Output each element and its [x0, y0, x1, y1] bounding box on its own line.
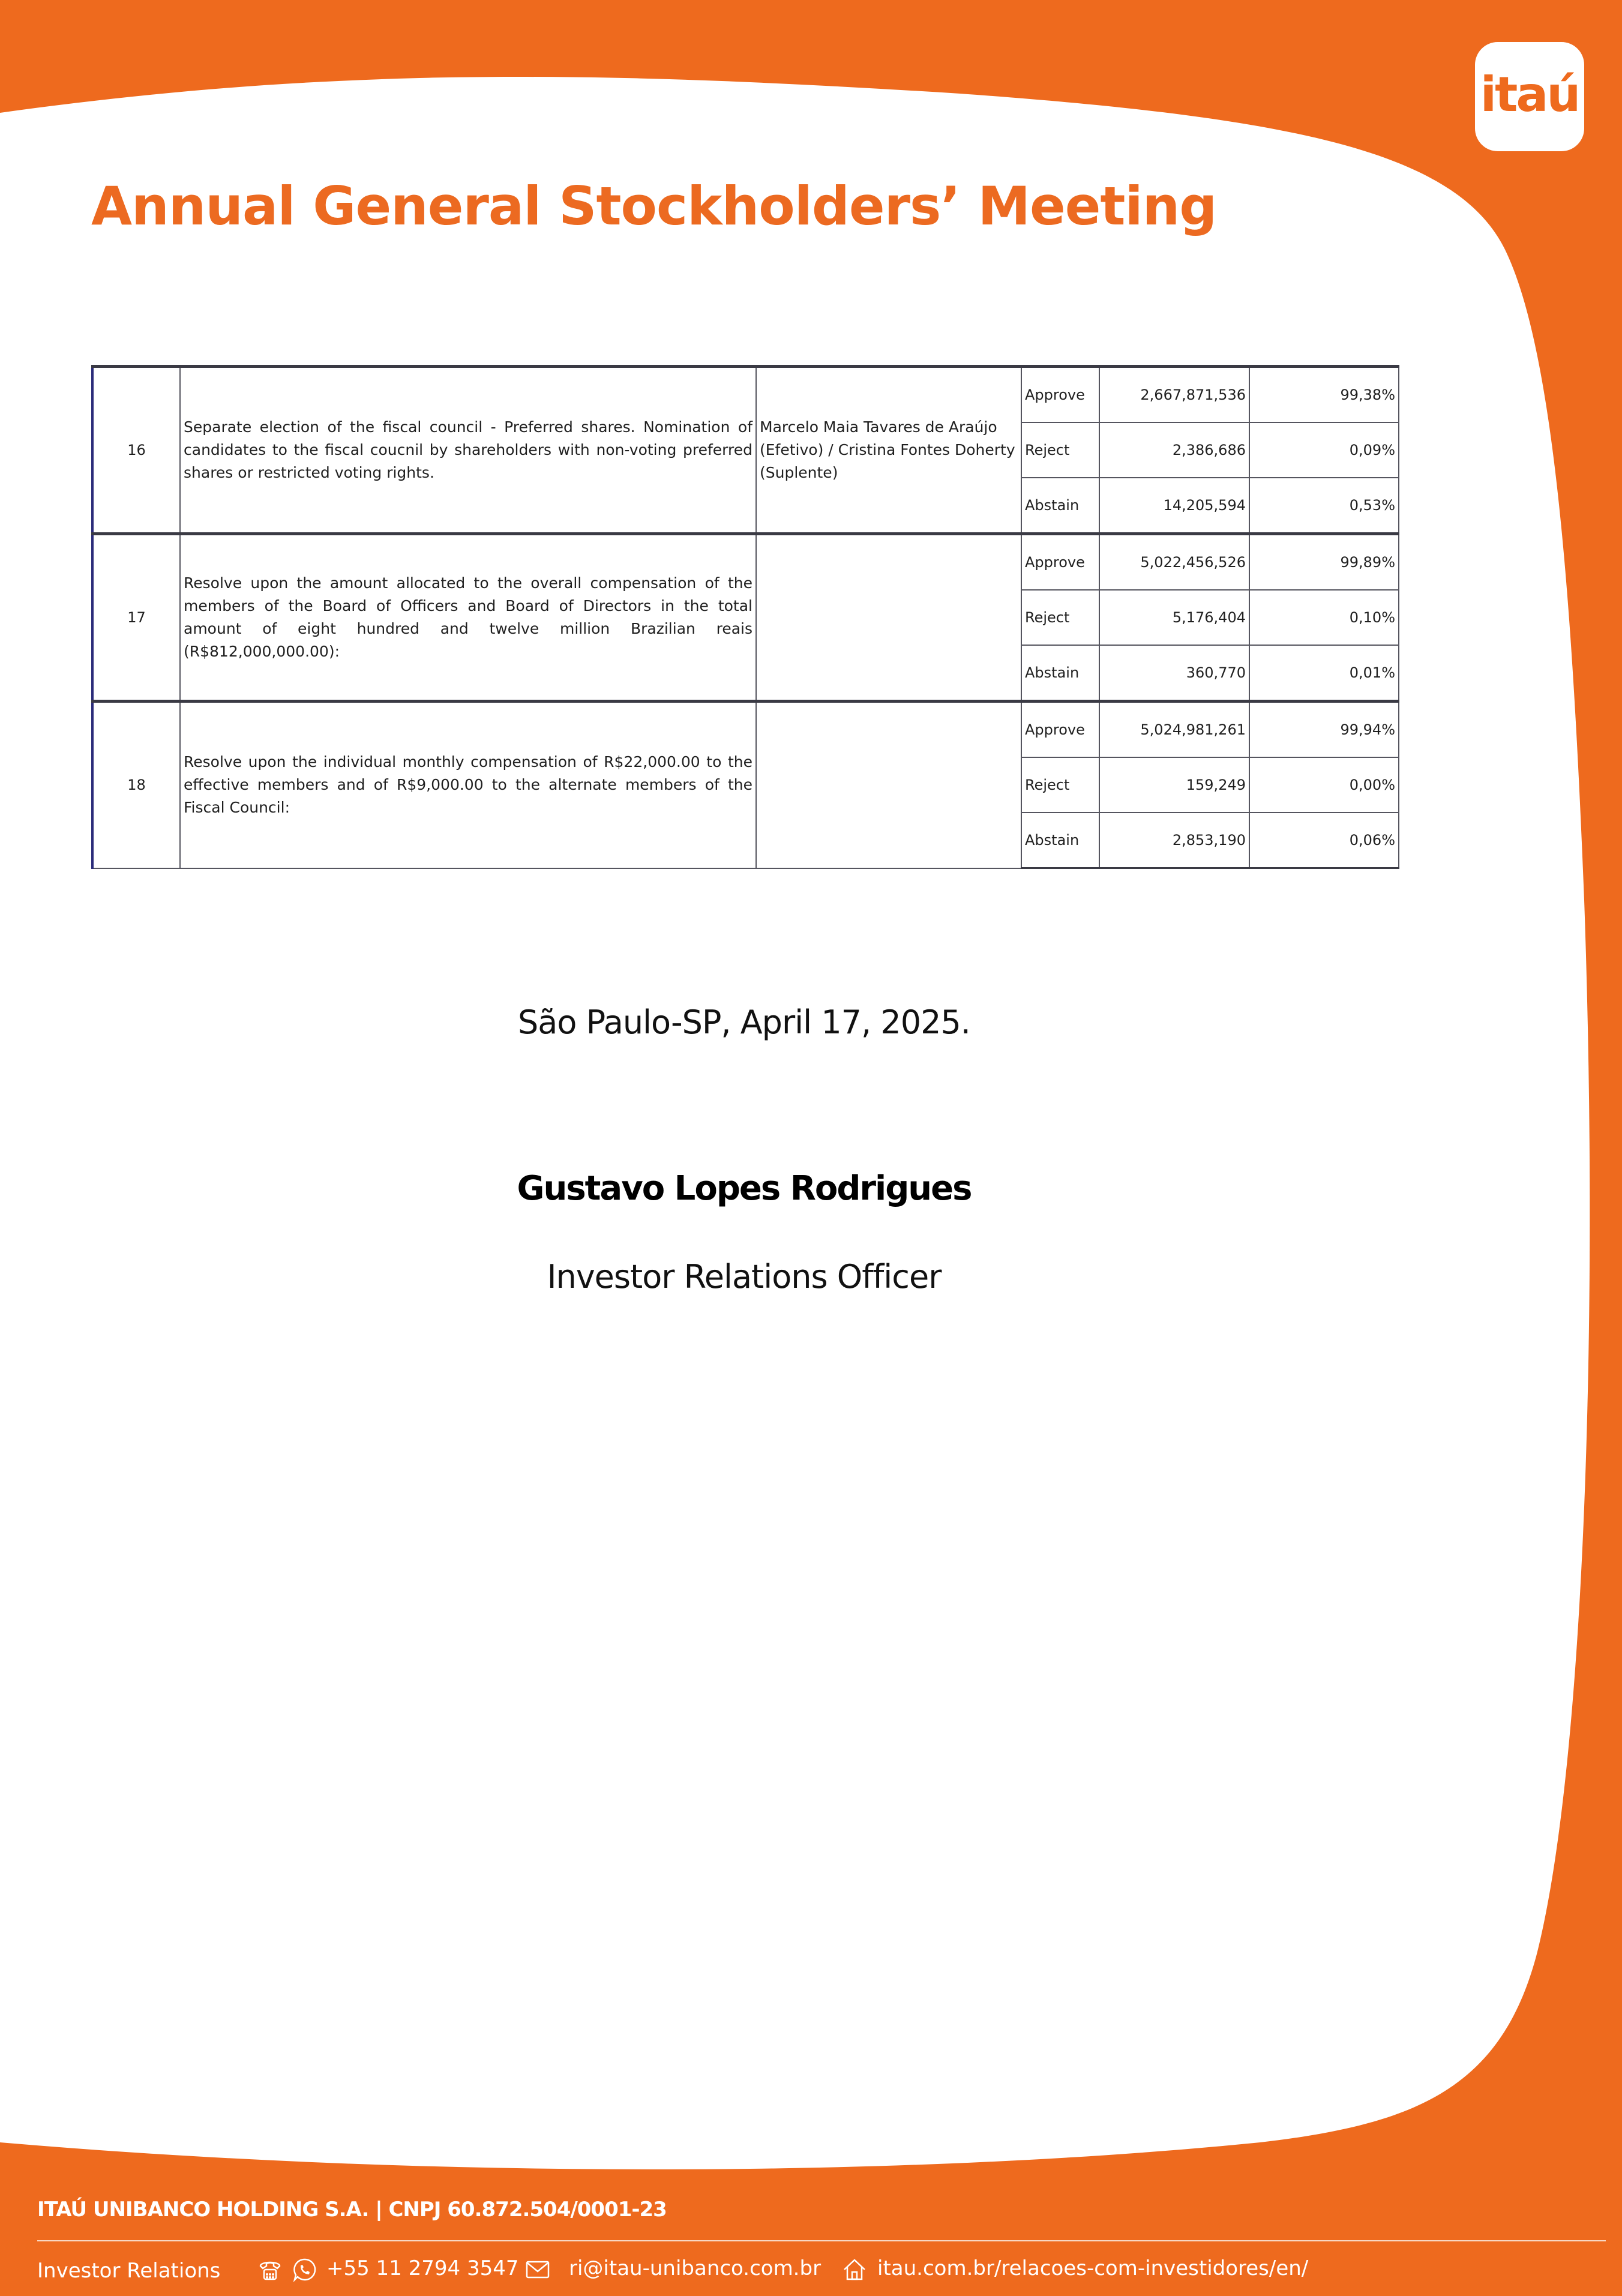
vote-option: Abstain — [1021, 645, 1099, 702]
vote-option: Reject — [1021, 757, 1099, 813]
mail-icon[interactable] — [524, 2256, 551, 2283]
signer-role: Investor Relations Officer — [547, 1258, 942, 1296]
vote-count: 14,205,594 — [1099, 478, 1249, 534]
vote-row — [92, 702, 1399, 758]
vote-count: 360,770 — [1099, 645, 1249, 702]
vote-percent: 0,53% — [1249, 478, 1399, 534]
vote-percent: 0,10% — [1249, 590, 1399, 645]
vote-count: 5,024,981,261 — [1099, 702, 1249, 758]
vote-option: Approve — [1021, 702, 1099, 758]
vote-percent: 99,89% — [1249, 534, 1399, 591]
resolution-description: Separate election of the fiscal council - Preferred shares. Nomination of candidates to the fiscal coucnil by shareholders with non-voting preferred shares or restricted voting rights. — [180, 367, 756, 534]
vote-count: 2,667,871,536 — [1099, 367, 1249, 423]
footer-website[interactable]: itau.com.br/relacoes-com-investidores/en/ — [877, 2256, 1309, 2280]
vote-option: Reject — [1021, 590, 1099, 645]
whatsapp-icon[interactable] — [292, 2256, 318, 2283]
vote-option: Reject — [1021, 422, 1099, 478]
vote-option: Abstain — [1021, 813, 1099, 868]
vote-percent: 0,09% — [1249, 422, 1399, 478]
voting-results-table — [91, 365, 1399, 869]
place-and-date: São Paulo-SP, April 17, 2025. — [518, 1003, 970, 1041]
vote-count: 2,386,686 — [1099, 422, 1249, 478]
vote-row — [92, 367, 1399, 423]
resolution-description: Resolve upon the amount allocated to the overall compensation of the members of the Board of Officers and Board of Directors in the total amount of eight hundred and twelve million Brazilian reais (R$812,000,000.00): — [180, 534, 756, 702]
vote-count: 5,176,404 — [1099, 590, 1249, 645]
resolution-candidate — [756, 534, 1021, 702]
footer-company: ITAÚ UNIBANCO HOLDING S.A. | CNPJ 60.872.504/0001-23 — [37, 2198, 667, 2222]
home-icon[interactable] — [841, 2256, 868, 2283]
footer-phone[interactable]: +55 11 2794 3547 — [326, 2256, 519, 2280]
vote-percent: 0,01% — [1249, 645, 1399, 702]
vote-option: Approve — [1021, 534, 1099, 591]
vote-percent: 99,94% — [1249, 702, 1399, 758]
vote-count: 2,853,190 — [1099, 813, 1249, 868]
page-title: Annual General Stockholders’ Meeting — [91, 175, 1217, 237]
logo-text: itaú — [1480, 66, 1579, 122]
footer-section-label: Investor Relations — [37, 2259, 221, 2283]
resolution-number: 18 — [92, 702, 180, 868]
vote-percent: 99,38% — [1249, 367, 1399, 423]
resolution-candidate: Marcelo Maia Tavares de Araújo (Efetivo) / Cristina Fontes Doherty (Suplente) — [756, 367, 1021, 534]
footer-email[interactable]: ri@itau-unibanco.com.br — [569, 2256, 822, 2280]
signer-name: Gustavo Lopes Rodrigues — [517, 1169, 972, 1208]
resolution-number: 17 — [92, 534, 180, 702]
itau-logo — [1475, 42, 1584, 151]
vote-option: Approve — [1021, 367, 1099, 423]
resolution-candidate — [756, 702, 1021, 868]
phone-icon[interactable] — [257, 2256, 283, 2283]
vote-percent: 0,00% — [1249, 757, 1399, 813]
vote-percent: 0,06% — [1249, 813, 1399, 868]
resolution-number: 16 — [92, 367, 180, 534]
voting-results-body — [92, 367, 1399, 868]
footer-divider — [37, 2240, 1606, 2241]
vote-row — [92, 534, 1399, 591]
resolution-description: Resolve upon the individual monthly compensation of R$22,000.00 to the effective members and of R$9,000.00 to the alternate members of the Fiscal Council: — [180, 702, 756, 868]
vote-count: 159,249 — [1099, 757, 1249, 813]
vote-option: Abstain — [1021, 478, 1099, 534]
vote-count: 5,022,456,526 — [1099, 534, 1249, 591]
